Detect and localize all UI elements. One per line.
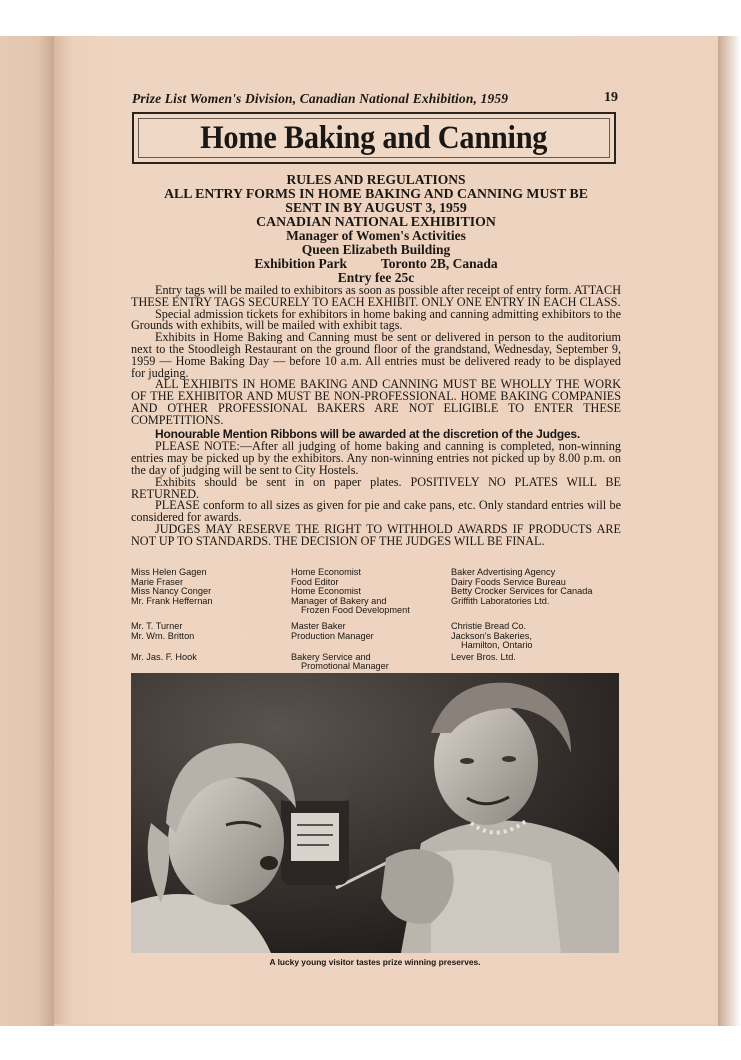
city-name: Toronto 2B, Canada (380, 256, 498, 271)
judge-org: Griffith Laboratories Ltd. (451, 595, 550, 606)
notice-line-2: SENT IN BY AUGUST 3, 1959 (285, 200, 467, 215)
paragraph: Exhibits should be sent in on paper plates. POSITIVELY NO PLATES WILL BE RETURNED. (131, 474, 621, 501)
judge-org: Dairy Foods Service Bureau (451, 576, 566, 587)
paragraph: PLEASE conform to all sizes as given for pie and cake pans, etc. Only standard entries will be considered for awards. (131, 498, 621, 525)
judges-group (131, 653, 626, 672)
judges-titles-col (291, 653, 451, 672)
judge-name: Marie Fraser (131, 576, 184, 587)
judge-org: Betty Crocker Services for Canada (451, 586, 593, 597)
judges-names-col (131, 622, 291, 651)
judge-org: Jackson's Bakeries, (451, 630, 532, 641)
running-head: Prize List Women's Division, Canadian National Exhibition, 1959 (132, 91, 509, 106)
title-banner (132, 112, 616, 164)
judge-title: Home Economist (291, 567, 361, 577)
ribbons-note: Honourable Mention Ribbons will be awarded at the discretion of the Judges. (155, 426, 581, 441)
paragraph: Exhibits in Home Baking and Canning must be sent or delivered in person to the auditorium next to the Stoodleigh Restaurant on the ground floor of the grandstand, Wednesday, September 9, 1959 — Home Baking Day — before 10 a.m. All entries must be delivered ready to be displayed for judging. (131, 330, 621, 380)
judge-name: Mr. Jas. F. Hook (131, 651, 197, 662)
judge-name: Mr. Frank Heffernan (131, 595, 213, 606)
judge-name: Miss Helen Gagen (131, 567, 207, 577)
org-name: CANADIAN NATIONAL EXHIBITION (256, 214, 496, 229)
manager-line: Manager of Women's Activities (286, 228, 466, 243)
judges-orgs-col (451, 568, 626, 616)
judge-title: Production Manager (291, 630, 374, 641)
judge-org: Hamilton, Ontario (461, 640, 533, 651)
paragraph: JUDGES MAY RESERVE THE RIGHT TO WITHHOLD AWARDS IF PRODUCTS ARE NOT UP TO STANDARDS. THE DECISION OF THE JUDGES WILL BE FINAL. (131, 521, 621, 548)
paragraph: PLEASE NOTE:—After all judging of home baking and canning is completed, non-winning entries may be picked up by the exhibitors. Any non-winning entries not picked up by 8.00 p.m. on the day of judging will be sent to City Hostels. (131, 439, 621, 477)
photo-illustration (131, 673, 619, 953)
judge-org: Lever Bros. Ltd. (451, 651, 516, 662)
judge-org: Baker Advertising Agency (451, 567, 556, 577)
paragraph: Special admission tickets for exhibitors in home baking and canning admitting exhibitors to the Grounds with exhibits, will be mailed with exhibit tags. (131, 306, 621, 333)
judges-orgs-col (451, 622, 626, 651)
judge-title: Food Editor (291, 576, 339, 587)
rules-section (131, 173, 621, 548)
judge-title: Manager of Bakery and (291, 595, 387, 606)
judge-name: Mr. T. Turner (131, 620, 183, 631)
judge-name: Mr. Wm. Britton (131, 630, 195, 641)
right-page-edge (718, 36, 741, 1026)
page-title: Home Baking and Canning (191, 120, 557, 157)
notice-line-1: ALL ENTRY FORMS IN HOME BAKING AND CANNING MUST BE (164, 186, 588, 201)
judge-title: Master Baker (291, 620, 346, 631)
judge-title: Home Economist (291, 586, 361, 597)
judge-title: Bakery Service and (291, 651, 371, 662)
page-number: 19 (604, 90, 618, 105)
judges-names-col (131, 653, 291, 672)
judges-titles-col (291, 622, 451, 651)
paragraph: Entry tags will be mailed to exhibitors as soon as possible after receipt of entry form. ATTACH THESE ENTRY TAGS SECURELY TO EACH EXHIBIT. ONLY ONE ENTRY IN EACH CLASS. (131, 283, 621, 309)
rules-heading: RULES AND REGULATIONS (286, 172, 466, 187)
judge-org: Christie Bread Co. (451, 620, 527, 631)
judges-names-col (131, 568, 291, 616)
address-line (131, 257, 621, 271)
entry-fee: Entry fee 25c (337, 270, 415, 285)
judges-group (131, 622, 626, 651)
judge-title: Promotional Manager (301, 661, 389, 672)
left-page-edge (0, 36, 54, 1026)
judges-titles-col (291, 568, 451, 616)
judges-group (131, 568, 626, 616)
building-line: Queen Elizabeth Building (301, 242, 451, 257)
park-name: Exhibition Park (254, 256, 347, 271)
photo-caption: A lucky young visitor tastes prize winning preserves. (269, 957, 481, 967)
judge-name: Miss Nancy Conger (131, 586, 212, 597)
judges-orgs-col (451, 653, 626, 672)
paragraph: ALL EXHIBITS IN HOME BAKING AND CANNING MUST BE WHOLLY THE WORK OF THE EXHIBITOR AND MUST BE NON-PROFESSIONAL. HOME BAKING COMPANIES AND OTHER PROFESSIONAL BAKERS ARE NOT ELIGIBLE TO ENTER THESE COMPETITIONS. (131, 377, 621, 427)
photograph (131, 673, 619, 953)
judge-title: Frozen Food Development (301, 605, 410, 616)
